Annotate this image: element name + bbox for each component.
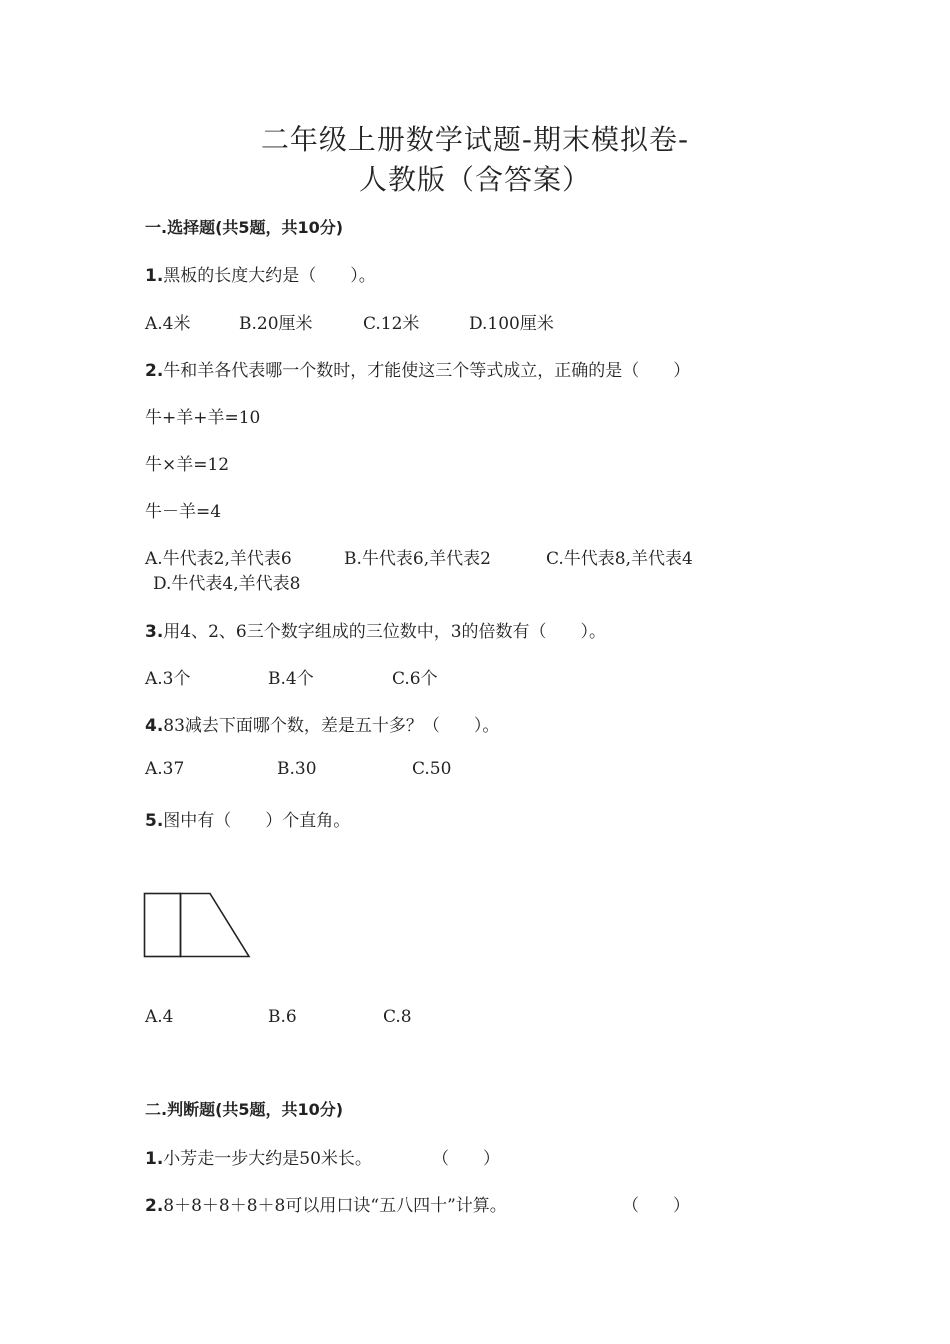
question-text: 83减去下面哪个数，差是五十多？（ ）。 (163, 716, 500, 736)
trapezoid-shape (181, 894, 250, 957)
q5-option-b[interactable]: B.6 (268, 1007, 297, 1027)
q4-option-a[interactable]: A.37 (145, 759, 185, 779)
question-text: 黑板的长度大约是（ ）。 (163, 266, 376, 286)
q2-option-b[interactable]: B.牛代表6,羊代表2 (344, 549, 491, 569)
q2-equation-1: 牛+羊+羊=10 (145, 408, 261, 428)
page-title-line1: 二年级上册数学试题-期末模拟卷- (260, 123, 690, 156)
q1-option-c[interactable]: C.12米 (363, 314, 420, 334)
question-text: 牛和羊各代表哪一个数时，才能使这三个等式成立，正确的是（ ） (163, 361, 691, 381)
question-text: 用4、2、6三个数字组成的三位数中，3的倍数有（ ）。 (163, 622, 607, 642)
q2-equation-2: 牛×羊=12 (145, 455, 230, 475)
question-number: 1. (145, 1149, 164, 1169)
question-5 (145, 806, 350, 831)
right-angle-figure (143, 892, 253, 960)
question-text: 图中有（ ）个直角。 (163, 811, 351, 831)
q3-option-c[interactable]: C.6个 (392, 669, 438, 689)
q3-option-b[interactable]: B.4个 (268, 669, 314, 689)
q4-option-c[interactable]: C.50 (412, 759, 452, 779)
question-number: 5. (145, 811, 164, 831)
q2-equation-3: 牛－羊=4 (145, 502, 222, 522)
question-3 (145, 617, 606, 642)
q5-option-a[interactable]: A.4 (145, 1007, 174, 1027)
q5-option-c[interactable]: C.8 (383, 1007, 412, 1027)
section2-heading: 二.判断题(共5题，共10分) (145, 1100, 344, 1119)
question-1 (145, 261, 376, 286)
question-number: 2. (145, 1196, 164, 1216)
q2-option-a[interactable]: A.牛代表2,羊代表6 (145, 549, 292, 569)
square-shape (145, 894, 181, 957)
q1-option-a[interactable]: A.4米 (145, 314, 191, 334)
question-4 (145, 711, 499, 736)
judge-question-2 (145, 1191, 507, 1216)
question-number: 3. (145, 622, 164, 642)
judge-1-answer-blank[interactable]: （ ） (432, 1149, 500, 1169)
q2-option-d[interactable]: D.牛代表4,羊代表8 (153, 574, 301, 594)
question-number: 4. (145, 716, 164, 736)
question-text: 小芳走一步大约是50米长。 (163, 1149, 372, 1169)
judge-question-1 (145, 1144, 372, 1169)
judge-2-answer-blank[interactable]: （ ） (622, 1196, 690, 1216)
q2-option-c[interactable]: C.牛代表8,羊代表4 (546, 549, 693, 569)
question-2 (145, 356, 690, 381)
q1-option-d[interactable]: D.100厘米 (469, 314, 554, 334)
question-number: 2. (145, 361, 164, 381)
section1-heading: 一.选择题(共5题，共10分) (145, 218, 344, 237)
page-title-line2: 人教版（含答案） (358, 163, 591, 196)
q4-option-b[interactable]: B.30 (277, 759, 317, 779)
question-text: 8＋8＋8＋8＋8可以用口诀“五八四十”计算。 (163, 1196, 507, 1216)
question-number: 1. (145, 266, 164, 286)
q3-option-a[interactable]: A.3个 (145, 669, 191, 689)
q1-option-b[interactable]: B.20厘米 (239, 314, 313, 334)
